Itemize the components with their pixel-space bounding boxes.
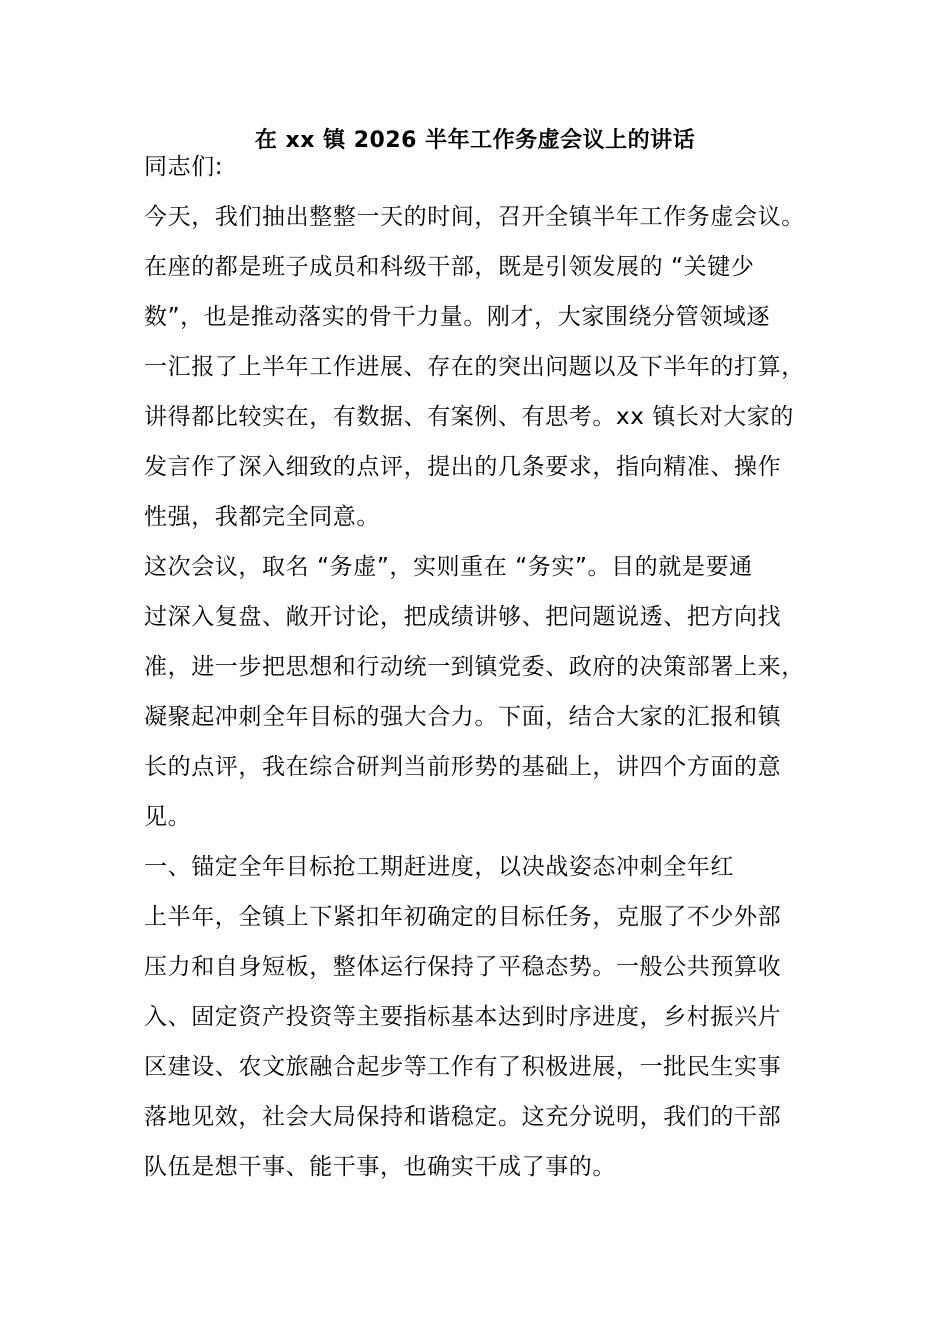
paragraph-line: 队伍是想干事、能干事，也确实干成了事的。 xyxy=(144,1154,616,1180)
section-heading: 一、锚定全年目标抢工期赶进度，以决战姿态冲刺全年红 xyxy=(144,854,734,880)
paragraph-line: 今天，我们抽出整整一天的时间，召开全镇半年工作务虚会议。 xyxy=(144,204,805,230)
paragraph-line: 见。 xyxy=(144,804,192,830)
paragraph-line: 压力和自身短板，整体运行保持了平稳态势。一般公共预算收 xyxy=(144,954,782,980)
paragraph-line: 数”，也是推动落实的骨干力量。刚才，大家围绕分管领域逐 xyxy=(144,304,771,330)
paragraph-line: 落地见效，社会大局保持和谐稳定。这充分说明，我们的干部 xyxy=(144,1104,782,1130)
salutation: 同志们: xyxy=(144,154,224,180)
paragraph-line: 入、固定资产投资等主要指标基本达到时序进度，乡村振兴片 xyxy=(144,1004,782,1030)
document-title: 在 xx 镇 2026 半年工作务虚会议上的讲话 xyxy=(254,128,696,153)
paragraph-line: 性强，我都完全同意。 xyxy=(144,504,380,530)
paragraph-line: 在座的都是班子成员和科级干部，既是引领发展的 “关键少 xyxy=(144,254,755,280)
paragraph-line: 区建设、农文旅融合起步等工作有了积极进展，一批民生实事 xyxy=(144,1054,782,1080)
paragraph-line: 准，进一步把思想和行动统一到镇党委、政府的决策部署上来， xyxy=(144,654,805,680)
paragraph-line: 长的点评，我在综合研判当前形势的基础上，讲四个方面的意 xyxy=(144,754,782,780)
paragraph-line: 一汇报了上半年工作进展、存在的突出问题以及下半年的打算， xyxy=(144,354,805,380)
paragraph-line: 这次会议，取名 “务虚”，实则重在 “务实”。目的就是要通 xyxy=(144,554,753,580)
paragraph-line: 发言作了深入细致的点评，提出的几条要求，指向精准、操作 xyxy=(144,454,782,480)
document-body xyxy=(144,142,824,1192)
paragraph-line: 过深入复盘、敞开讨论，把成绩讲够、把问题说透、把方向找 xyxy=(144,604,782,630)
paragraph-line: 讲得都比较实在，有数据、有案例、有思考。xx 镇长对大家的 xyxy=(144,404,794,430)
paragraph-line: 上半年，全镇上下紧扣年初确定的目标任务，克服了不少外部 xyxy=(144,904,782,930)
paragraph-line: 凝聚起冲刺全年目标的强大合力。下面，结合大家的汇报和镇 xyxy=(144,704,782,730)
